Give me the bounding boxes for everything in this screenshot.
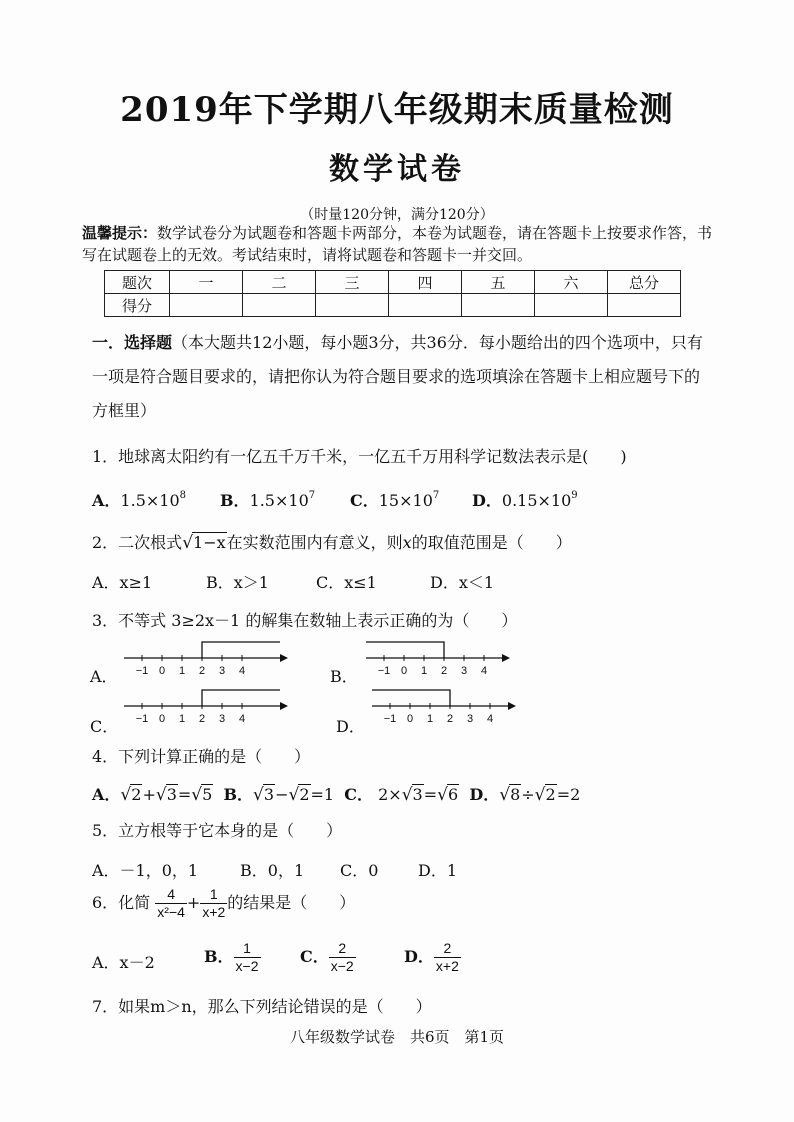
tick-label: 3 <box>460 665 468 677</box>
score-cell <box>608 294 681 317</box>
tick-label: 0 <box>158 713 166 725</box>
q6-option-b <box>204 940 261 975</box>
q5-option-c: C．0 <box>340 861 379 880</box>
number-line-c <box>120 684 290 728</box>
sqrt-icon: √ <box>253 785 264 805</box>
sqrt-icon: √ <box>401 785 413 805</box>
tick-label: 2 <box>440 665 448 677</box>
q3-option-a-label: A． <box>90 667 118 686</box>
score-cell <box>535 294 608 317</box>
q6-option-a: A．x－2 <box>92 953 155 972</box>
solution-marker <box>202 642 280 658</box>
tick-label: 2 <box>198 713 206 725</box>
option-label: D． <box>472 491 502 510</box>
solution-marker <box>202 690 280 706</box>
radicand: 3 <box>412 785 423 804</box>
operator: = <box>423 785 438 804</box>
exam-subtitle: 数学试卷 <box>329 152 465 187</box>
denominator: x−2 <box>330 958 354 974</box>
radicand: 2 <box>299 785 310 804</box>
q1-option-c <box>350 488 439 511</box>
score-cell <box>170 294 243 317</box>
score-table-score-row <box>105 294 681 317</box>
option-value: 1.5×10 <box>120 491 180 510</box>
solution-marker <box>372 690 450 706</box>
arrow-icon <box>502 654 510 662</box>
q6-option-c <box>300 940 356 975</box>
numerator: 2 <box>329 940 356 958</box>
arrow-icon <box>508 702 516 710</box>
number-line-b <box>362 636 532 680</box>
q2-post-b: 的取值范围是（ ） <box>411 533 572 552</box>
fraction <box>155 886 187 921</box>
score-cell <box>243 294 316 317</box>
radicand: 3 <box>166 785 177 804</box>
operator: − <box>275 785 289 804</box>
option-label: D． <box>469 785 500 804</box>
sqrt-icon: √ <box>499 785 511 805</box>
q6-pre: 6．化简 <box>92 893 151 912</box>
tick-label: 3 <box>218 713 226 725</box>
radicand: 2 <box>545 785 556 804</box>
section1-instructions <box>92 326 712 428</box>
denominator: x+2 <box>435 958 459 974</box>
q4-stem: 4．下列计算正确的是（ ） <box>92 747 311 766</box>
sqrt-icon: √ <box>155 785 167 805</box>
exponent: 7 <box>432 490 440 501</box>
number-line-a <box>120 636 290 680</box>
score-header-cell: 五 <box>462 271 535 294</box>
radicand: 1−x <box>193 533 226 552</box>
sqrt-icon: √ <box>288 785 300 805</box>
score-row-label: 得分 <box>105 294 170 317</box>
numerator: 2 <box>434 940 461 958</box>
denominator: x²−4 <box>157 904 185 920</box>
q2-pre: 2．二次根式 <box>92 533 183 552</box>
sqrt-icon: √ <box>120 785 132 805</box>
q3-option-b-label: B． <box>330 667 358 686</box>
numerator: 1 <box>200 886 227 904</box>
q2-stem <box>92 530 572 553</box>
operator: 2× <box>378 785 402 804</box>
q2-option-b: B．x＞1 <box>206 573 269 592</box>
sqrt-icon: √ <box>437 785 448 805</box>
tick-label: 3 <box>218 665 226 677</box>
score-cell <box>316 294 389 317</box>
tips-label: 温馨提示： <box>82 224 158 242</box>
tick-label: −1 <box>377 665 391 677</box>
option-label: B． <box>220 491 250 510</box>
tick-label: −1 <box>383 713 397 725</box>
score-header-cell: 一 <box>170 271 243 294</box>
tick-label: 1 <box>178 713 186 725</box>
q5-option-d: D．1 <box>418 861 458 880</box>
tick-label: 3 <box>466 713 474 725</box>
q2-option-c: C．x≤1 <box>316 573 377 592</box>
q7-stem: 7．如果m＞n，那么下列结论错误的是（ ） <box>92 997 432 1016</box>
fraction <box>329 940 356 975</box>
operator: + <box>186 893 201 912</box>
fraction <box>200 886 227 921</box>
tick-label: 0 <box>400 665 408 677</box>
q1-option-a <box>92 488 186 511</box>
section1-text: （本大题共12小题，每小题3分，共36分．每小题给出的四个选项中，只有一项是符合题目要求的，请把你认为符合题目要求的选项填涂在答题卡上相应题号下的方框里） <box>92 333 703 420</box>
sqrt-icon: √ <box>534 785 546 805</box>
option-label: B． <box>223 785 254 804</box>
tick-label: 2 <box>446 713 454 725</box>
tick-label: 1 <box>426 713 434 725</box>
page-footer: 八年级数学试卷 共6页 第1页 <box>289 1028 505 1046</box>
operator: = <box>177 785 192 804</box>
exponent: 9 <box>571 490 578 501</box>
tick-label: 2 <box>198 665 206 677</box>
option-label: A． <box>92 491 121 510</box>
option-value: 15×10 <box>378 491 433 510</box>
exponent: 7 <box>308 490 316 501</box>
tick-label: 0 <box>406 713 414 725</box>
score-header-cell: 二 <box>243 271 316 294</box>
operator: + <box>142 785 156 804</box>
q1-option-d <box>472 488 578 511</box>
tick-label: −1 <box>135 665 149 677</box>
radicand: 8 <box>510 785 521 804</box>
tips-text: 数学试卷分为试题卷和答题卡两部分，本卷为试题卷，请在答题卡上按要求作答，书写在试题卷上的无效。考试结束时，请将试题卷和答题卡一并交回。 <box>82 224 713 264</box>
option-value: 1.5×10 <box>249 491 309 510</box>
q2-option-a: A．x≥1 <box>92 573 153 592</box>
score-header-cell: 四 <box>389 271 462 294</box>
radicand: 2 <box>131 785 142 804</box>
score-cell <box>389 294 462 317</box>
option-label: C． <box>300 947 329 966</box>
q6-post: 的结果是（ ） <box>227 893 356 912</box>
operator: ÷ <box>521 785 535 804</box>
tick-label: 4 <box>238 665 246 677</box>
section1-label: 一．选择题 <box>92 333 173 352</box>
q5-option-b: B．0，1 <box>240 861 305 880</box>
tick-label: 4 <box>480 665 488 677</box>
option-label: C． <box>344 785 374 804</box>
operator: =2 <box>556 785 581 804</box>
score-header-cell: 题次 <box>105 271 170 294</box>
sqrt-icon: √ <box>182 533 194 553</box>
exponent: 8 <box>179 490 187 501</box>
tick-label: 0 <box>158 665 166 677</box>
option-value: 0.15×10 <box>501 491 572 510</box>
denominator: x−2 <box>235 958 259 974</box>
q4-options <box>92 782 580 805</box>
q5-option-a: A．－1，0，1 <box>92 861 199 880</box>
q1-stem: 1．地球离太阳约有一亿五千万千米，一亿五千万用科学记数法表示是( ) <box>92 447 627 466</box>
arrow-icon <box>280 702 288 710</box>
score-cell <box>462 294 535 317</box>
option-label: A． <box>92 785 121 804</box>
q2-option-d: D．x＜1 <box>430 573 495 592</box>
sqrt-icon: √ <box>191 785 203 805</box>
fraction <box>234 940 261 975</box>
q1-option-b <box>220 488 315 511</box>
tick-label: 1 <box>420 665 428 677</box>
exam-title: 2019年下学期八年级期末质量检测 <box>120 90 674 130</box>
q6-option-d <box>404 940 461 975</box>
score-header-cell: 六 <box>535 271 608 294</box>
arrow-icon <box>280 654 288 662</box>
numerator: 1 <box>234 940 261 958</box>
q6-stem <box>92 886 355 921</box>
denominator: x+2 <box>202 904 226 920</box>
tips-paragraph <box>82 222 722 266</box>
time-info: （时量120分钟，满分120分） <box>300 207 494 223</box>
q3-option-c-label: C． <box>90 717 119 736</box>
radicand: 5 <box>202 785 213 804</box>
operator: =1 <box>310 785 335 804</box>
number-line-d <box>368 684 538 728</box>
radicand: 3 <box>263 785 275 804</box>
score-table-header-row <box>105 271 681 294</box>
radicand: 6 <box>447 785 459 804</box>
tick-label: 1 <box>178 665 186 677</box>
fraction <box>434 940 461 975</box>
score-table <box>104 270 681 317</box>
option-label: B． <box>204 947 234 966</box>
numerator: 4 <box>155 886 187 904</box>
q2-post-a: 在实数范围内有意义，则 <box>226 533 403 552</box>
option-label: D． <box>404 947 434 966</box>
tick-label: 4 <box>238 713 246 725</box>
tick-label: 4 <box>486 713 494 725</box>
score-header-cell: 总分 <box>608 271 681 294</box>
solution-marker <box>366 642 444 658</box>
q5-stem: 5．立方根等于它本身的是（ ） <box>92 821 343 840</box>
q3-option-d-label: D． <box>336 717 365 736</box>
q3-stem: 3．不等式 3≥2x－1 的解集在数轴上表示正确的为（ ） <box>92 611 518 630</box>
tick-label: −1 <box>135 713 149 725</box>
variable: x <box>402 533 412 552</box>
score-header-cell: 三 <box>316 271 389 294</box>
option-label: C． <box>350 491 379 510</box>
